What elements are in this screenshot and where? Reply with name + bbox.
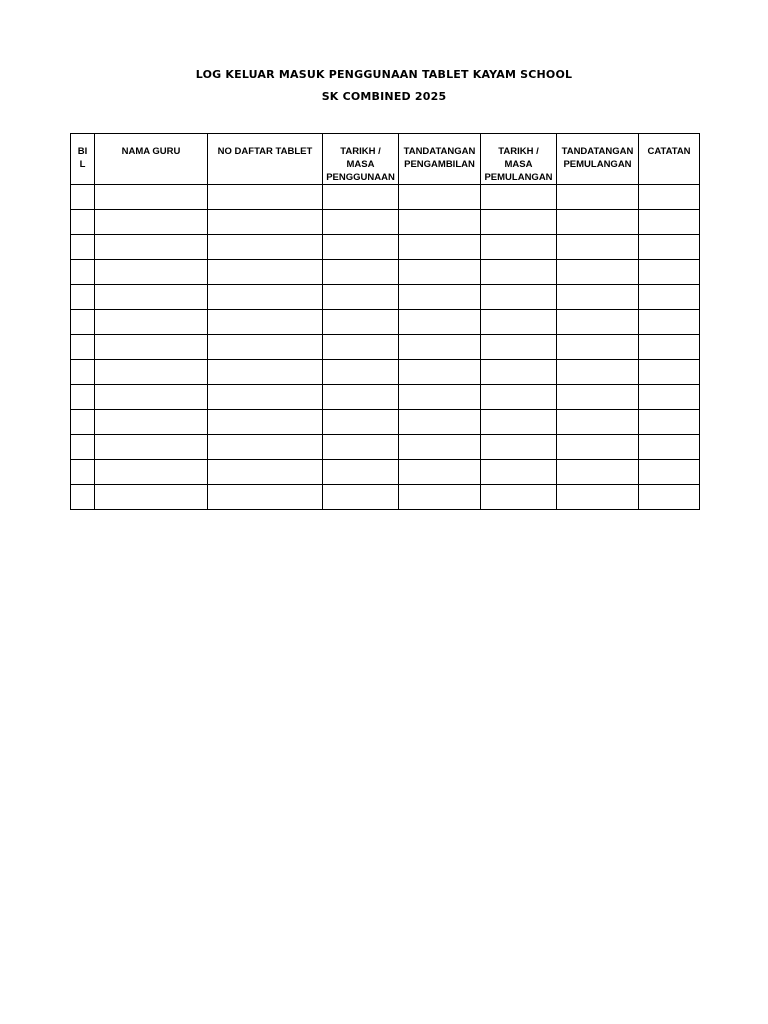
table-cell[interactable] <box>71 185 95 210</box>
table-cell[interactable] <box>639 460 700 485</box>
column-header-no-daftar-tablet <box>208 134 323 185</box>
column-header-bil <box>71 134 95 185</box>
table-cell[interactable] <box>557 385 639 410</box>
table-cell[interactable] <box>557 310 639 335</box>
table-cell[interactable] <box>208 185 323 210</box>
table-row <box>71 435 700 460</box>
table-cell[interactable] <box>208 335 323 360</box>
table-cell[interactable] <box>95 435 208 460</box>
table-cell[interactable] <box>208 260 323 285</box>
table-cell[interactable] <box>557 335 639 360</box>
column-header-text: NO DAFTAR TABLET <box>217 146 313 157</box>
table-cell[interactable] <box>71 310 95 335</box>
table-cell[interactable] <box>208 410 323 435</box>
table-cell[interactable] <box>323 485 399 510</box>
column-header-tandatangan-pemulangan <box>557 134 639 185</box>
column-header-text: TARIKH / <box>340 146 381 157</box>
table-row <box>71 460 700 485</box>
table-row <box>71 410 700 435</box>
column-header-catatan <box>639 134 700 185</box>
table-cell[interactable] <box>399 460 481 485</box>
table-cell[interactable] <box>557 435 639 460</box>
table-cell[interactable] <box>557 260 639 285</box>
table-cell[interactable] <box>323 410 399 435</box>
table-cell[interactable] <box>639 335 700 360</box>
table-cell[interactable] <box>95 410 208 435</box>
column-header-nama-guru <box>95 134 208 185</box>
table-row <box>71 310 700 335</box>
table-row <box>71 185 700 210</box>
table-cell[interactable] <box>71 285 95 310</box>
table-cell[interactable] <box>639 235 700 260</box>
table-cell[interactable] <box>95 285 208 310</box>
table-cell[interactable] <box>323 235 399 260</box>
table-cell[interactable] <box>323 185 399 210</box>
table-cell[interactable] <box>399 310 481 335</box>
column-header-text: NAMA GURU <box>121 146 181 157</box>
table-cell[interactable] <box>399 385 481 410</box>
table-cell[interactable] <box>481 260 557 285</box>
table-cell[interactable] <box>557 185 639 210</box>
log-table <box>70 133 700 510</box>
table-cell[interactable] <box>208 435 323 460</box>
table-cell[interactable] <box>323 335 399 360</box>
table-row <box>71 285 700 310</box>
column-header-text: PENGAMBILAN <box>404 159 475 170</box>
column-header-text: TARIKH / <box>498 146 539 157</box>
table-cell[interactable] <box>639 435 700 460</box>
table-row <box>71 385 700 410</box>
table-cell[interactable] <box>95 185 208 210</box>
table-cell[interactable] <box>639 285 700 310</box>
table-cell[interactable] <box>208 235 323 260</box>
table-cell[interactable] <box>557 460 639 485</box>
table-cell[interactable] <box>639 260 700 285</box>
table-cell[interactable] <box>95 335 208 360</box>
table-cell[interactable] <box>557 410 639 435</box>
column-header-text: PENGGUNAAN <box>326 172 395 183</box>
table-cell[interactable] <box>481 360 557 385</box>
table-cell[interactable] <box>95 385 208 410</box>
table-row <box>71 235 700 260</box>
table-cell[interactable] <box>71 335 95 360</box>
table-cell[interactable] <box>323 360 399 385</box>
table-cell[interactable] <box>399 435 481 460</box>
table-cell[interactable] <box>95 210 208 235</box>
table-cell[interactable] <box>639 410 700 435</box>
table-cell[interactable] <box>481 285 557 310</box>
table-row <box>71 260 700 285</box>
table-cell[interactable] <box>399 210 481 235</box>
column-header-text: TANDATANGAN <box>561 146 634 157</box>
table-cell[interactable] <box>639 385 700 410</box>
table-cell[interactable] <box>399 335 481 360</box>
table-cell[interactable] <box>399 485 481 510</box>
table-row <box>71 335 700 360</box>
column-header-text: L <box>79 159 86 170</box>
table-cell[interactable] <box>557 235 639 260</box>
table-row <box>71 485 700 510</box>
table-cell[interactable] <box>399 260 481 285</box>
column-header-text: BI <box>77 146 88 157</box>
table-cell[interactable] <box>481 410 557 435</box>
table-cell[interactable] <box>95 310 208 335</box>
table-cell[interactable] <box>71 410 95 435</box>
table-cell[interactable] <box>71 210 95 235</box>
column-header-text: PEMULANGAN <box>563 159 632 170</box>
table-cell[interactable] <box>323 385 399 410</box>
column-header-text: MASA <box>346 159 375 170</box>
table-cell[interactable] <box>639 185 700 210</box>
table-cell[interactable] <box>71 385 95 410</box>
table-cell[interactable] <box>481 435 557 460</box>
table-cell[interactable] <box>481 235 557 260</box>
column-header-tarikh-masa-pemulangan <box>481 134 557 185</box>
table-cell[interactable] <box>95 260 208 285</box>
table-cell[interactable] <box>71 460 95 485</box>
table-cell[interactable] <box>323 285 399 310</box>
table-cell[interactable] <box>71 360 95 385</box>
document-title: LOG KELUAR MASUK PENGGUNAAN TABLET KAYAM SCHOOL <box>195 68 573 81</box>
table-cell[interactable] <box>71 260 95 285</box>
column-header-tandatangan-pengambilan <box>399 134 481 185</box>
table-cell[interactable] <box>639 360 700 385</box>
table-cell[interactable] <box>639 485 700 510</box>
table-cell[interactable] <box>71 435 95 460</box>
table-cell[interactable] <box>399 235 481 260</box>
table-cell[interactable] <box>323 460 399 485</box>
table-cell[interactable] <box>208 360 323 385</box>
table-cell[interactable] <box>639 310 700 335</box>
table-cell[interactable] <box>208 210 323 235</box>
table-cell[interactable] <box>481 385 557 410</box>
table-header-row <box>71 134 700 185</box>
table-row <box>71 360 700 385</box>
document-subtitle: SK COMBINED 2025 <box>321 90 447 103</box>
table-cell[interactable] <box>208 485 323 510</box>
table-cell[interactable] <box>323 210 399 235</box>
table-body <box>71 185 700 510</box>
table-cell[interactable] <box>639 210 700 235</box>
column-header-text: PEMULANGAN <box>484 172 553 183</box>
table-cell[interactable] <box>557 210 639 235</box>
table-cell[interactable] <box>208 385 323 410</box>
table-row <box>71 210 700 235</box>
table-cell[interactable] <box>208 285 323 310</box>
table-cell[interactable] <box>71 235 95 260</box>
column-header-text: MASA <box>504 159 533 170</box>
table-cell[interactable] <box>399 185 481 210</box>
column-header-tarikh-masa-penggunaan <box>323 134 399 185</box>
table-cell[interactable] <box>481 485 557 510</box>
table-cell[interactable] <box>323 260 399 285</box>
table-cell[interactable] <box>481 310 557 335</box>
table-cell[interactable] <box>95 460 208 485</box>
table-cell[interactable] <box>399 410 481 435</box>
table-cell[interactable] <box>481 460 557 485</box>
table-cell[interactable] <box>557 485 639 510</box>
table-cell[interactable] <box>323 310 399 335</box>
table-cell[interactable] <box>557 285 639 310</box>
table-cell[interactable] <box>399 285 481 310</box>
table-cell[interactable] <box>481 210 557 235</box>
table-cell[interactable] <box>71 485 95 510</box>
table-cell[interactable] <box>95 235 208 260</box>
table-cell[interactable] <box>208 460 323 485</box>
column-header-text: CATATAN <box>647 146 691 157</box>
table-cell[interactable] <box>481 185 557 210</box>
column-header-text: TANDATANGAN <box>403 146 476 157</box>
table-cell[interactable] <box>323 435 399 460</box>
table-cell[interactable] <box>481 335 557 360</box>
table-cell[interactable] <box>557 360 639 385</box>
table-cell[interactable] <box>208 310 323 335</box>
table-cell[interactable] <box>95 485 208 510</box>
table-cell[interactable] <box>95 360 208 385</box>
table-cell[interactable] <box>399 360 481 385</box>
